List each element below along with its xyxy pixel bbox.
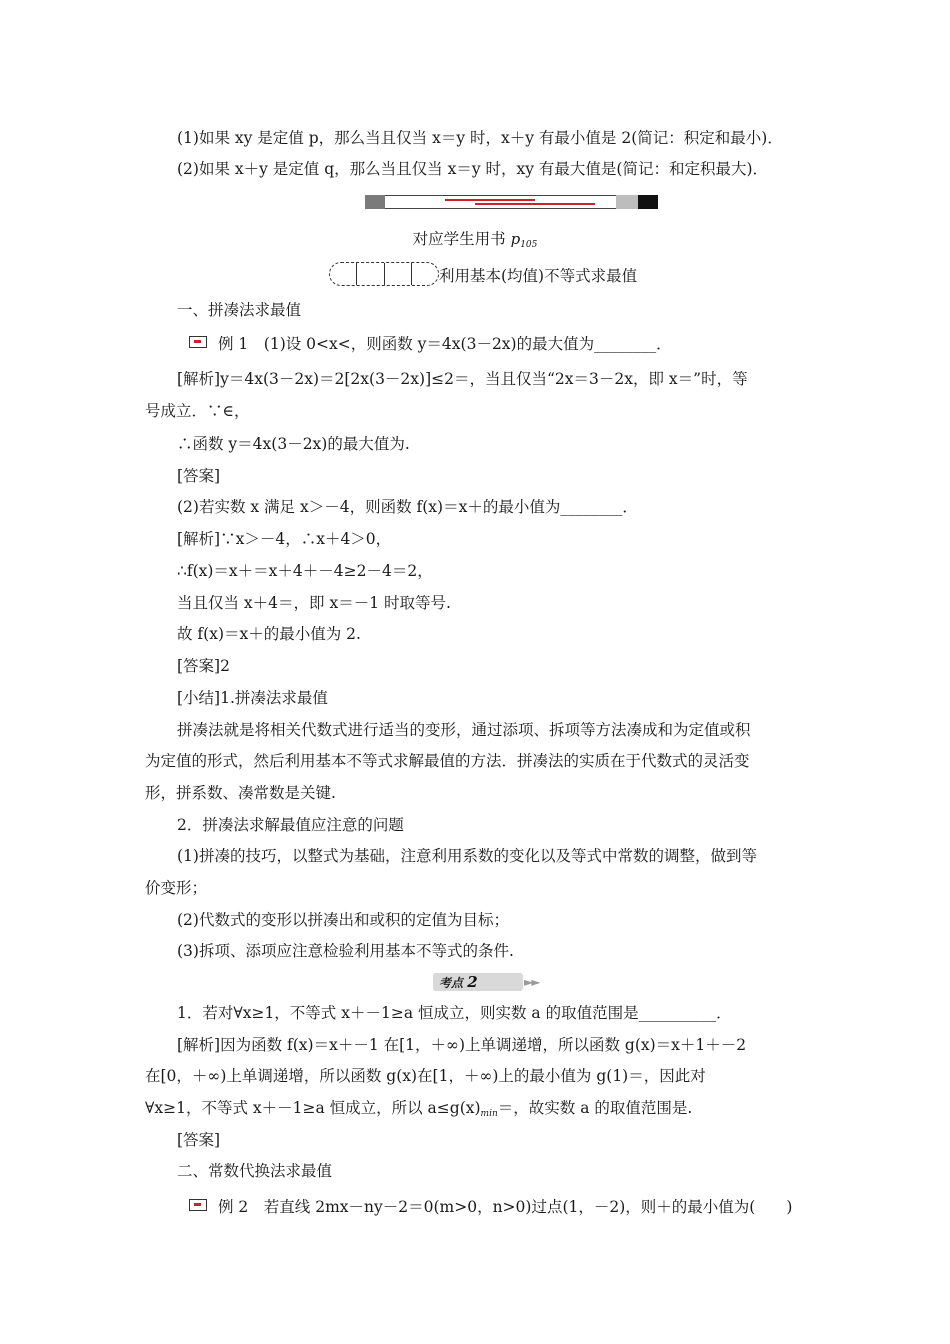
text-line: ∴f(x)＝x＋＝x＋4＋－4≥2－4＝2， [177,562,433,580]
text-line: 1．若对∀x≥1，不等式 x＋－1≥a 恒成立，则实数 a 的取值范围是__________． [177,1004,732,1022]
text-line: 形，拼系数、凑常数是关键. [145,784,336,802]
text-line: 价变形； [145,879,208,897]
text-line: [解析]y＝4x(3－2x)＝2[2x(3－2x)]≤2＝，当且仅当“2x＝3－2x，即 x＝”时，等 [177,370,748,388]
text-line: (1)如果 xy 是定值 p，那么当且仅当 x＝y 时，x＋y 有最小值是 2(简记：积定和最小)． [177,129,783,147]
text-line: ∴函数 y＝4x(3－2x)的最大值为. [177,435,410,453]
example-icon [189,1199,207,1211]
text-line: 在[0，＋∞)上单调递增，所以函数 g(x)在[1，＋∞)上的最小值为 g(1)＝，因此对 [145,1067,706,1085]
example-1-question: 例 1 (1)设 0<x<，则函数 y＝4x(3－2x)的最大值为________． [218,335,672,353]
section-heading: 一、拼凑法求最值 [177,301,302,319]
topic-title: 利用基本(均值)不等式求最值 [439,267,638,285]
text-line: (3)拆项、添项应注意检验利用基本不等式的条件. [177,942,514,960]
student-book-reference: 对应学生用书 $p_{105}$ [412,230,538,250]
topic-badge-icon [329,262,439,286]
text-line: 当且仅当 x＋4＝，即 x＝－1 时取等号. [177,594,451,612]
section-heading: 二、常数代换法求最值 [177,1162,333,1180]
text-line: 号成立．∵∈， [145,402,250,420]
text-line: (2)如果 x＋y 是定值 q，那么当且仅当 x＝y 时，xy 有最大值是(简记：和定积最大)． [177,160,769,178]
example-icon [189,336,207,348]
answer-label: [答案] [177,1131,221,1149]
section-divider-bar [365,195,658,209]
text-line: 2．拼凑法求解最值应注意的问题 [177,816,404,834]
answer-label: [答案]2 [177,657,230,675]
text-line: [解析]因为函数 f(x)＝x＋－1 在[1，＋∞)上单调递增，所以函数 g(x)＝x＋1＋－2 [177,1036,747,1054]
text-line: (2)若实数 x 满足 x＞－4，则函数 f(x)＝x＋的最小值为________． [177,498,638,516]
text-line: 为定值的形式，然后利用基本不等式求解最值的方法．拼凑法的实质在于代数式的灵活变 [145,752,750,770]
text-line: ∀x≥1，不等式 x＋－1≥a 恒成立，所以 $a\le g(x)_{min}=$，故实数 a 的取值范围是. [145,1099,693,1119]
text-line: 故 f(x)＝x＋的最小值为 2. [177,625,361,643]
text-line: 拼凑法就是将相关代数式进行适当的变形，通过添项、拆项等方法凑成和为定值或积 [177,721,751,739]
example-2-question: 例 2 若直线 2mx－ny－2＝0(m>0，n>0)过点(1，－2)，则＋的最小值为( ) [218,1198,793,1216]
text-line: (1)拼凑的技巧，以整式为基础，注意利用系数的变化以及等式中常数的调整，做到等 [177,847,757,865]
summary-heading: [小结]1.拼凑法求最值 [177,689,328,707]
kaodian-badge: 考点 2 [433,973,523,991]
arrow-icon: ►► [524,975,539,989]
answer-label: [答案] [177,467,221,485]
text-line: (2)代数式的变形以拼凑出和或积的定值为目标； [177,911,509,929]
text-line: [解析]∵x＞－4，∴x＋4＞0， [177,530,392,548]
